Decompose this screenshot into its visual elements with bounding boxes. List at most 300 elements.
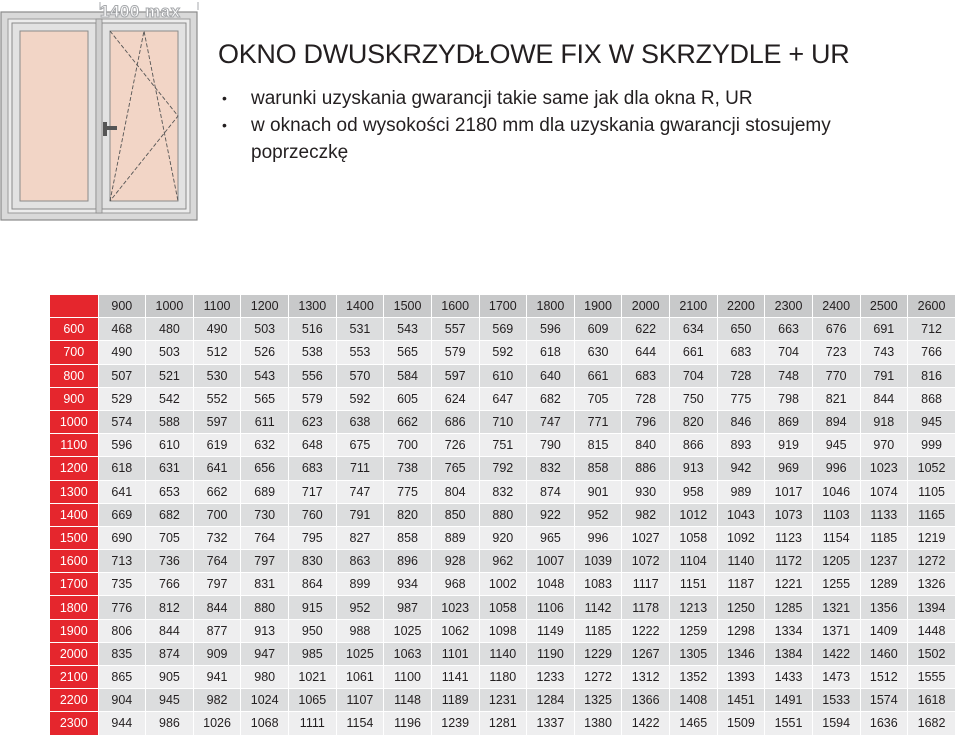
price-cell: 736 <box>146 550 194 573</box>
price-cell: 865 <box>98 666 146 689</box>
table-corner-cell <box>50 295 98 318</box>
price-cell: 1103 <box>812 503 860 526</box>
price-cell: 797 <box>241 550 289 573</box>
price-cell: 1148 <box>384 689 432 712</box>
price-cell: 996 <box>812 457 860 480</box>
height-header-cell: 1800 <box>50 596 98 619</box>
table-row <box>50 410 956 433</box>
price-cell: 1048 <box>527 573 575 596</box>
price-cell: 915 <box>289 596 337 619</box>
table-row <box>50 318 956 341</box>
price-cell: 747 <box>527 410 575 433</box>
price-cell: 1380 <box>574 712 622 735</box>
table-row <box>50 619 956 642</box>
price-cell: 830 <box>289 550 337 573</box>
price-cell: 812 <box>146 596 194 619</box>
price-cell: 683 <box>289 457 337 480</box>
price-cell: 584 <box>384 364 432 387</box>
price-cell: 1189 <box>431 689 479 712</box>
price-cell: 1142 <box>574 596 622 619</box>
price-cell: 579 <box>431 341 479 364</box>
table-row <box>50 689 956 712</box>
price-cell: 631 <box>146 457 194 480</box>
price-cell: 1149 <box>527 619 575 642</box>
price-cell: 1533 <box>812 689 860 712</box>
price-cell: 1106 <box>527 596 575 619</box>
price-cell: 980 <box>241 666 289 689</box>
price-cell: 726 <box>431 434 479 457</box>
price-cell: 795 <box>289 526 337 549</box>
price-cell: 538 <box>289 341 337 364</box>
table-body <box>50 318 956 735</box>
price-cell: 909 <box>193 642 241 665</box>
price-cell: 850 <box>431 503 479 526</box>
price-cell: 1267 <box>622 642 670 665</box>
price-cell: 1185 <box>860 526 908 549</box>
price-cell: 1555 <box>908 666 956 689</box>
price-cell: 889 <box>431 526 479 549</box>
price-cell: 1074 <box>860 480 908 503</box>
price-cell: 1083 <box>574 573 622 596</box>
price-cell: 638 <box>336 410 384 433</box>
price-cell: 748 <box>765 364 813 387</box>
price-cell: 704 <box>765 341 813 364</box>
price-cell: 827 <box>336 526 384 549</box>
price-cell: 899 <box>336 573 384 596</box>
price-cell: 490 <box>193 318 241 341</box>
price-cell: 1190 <box>527 642 575 665</box>
price-cell: 676 <box>812 318 860 341</box>
price-cell: 1185 <box>574 619 622 642</box>
price-cell: 894 <box>812 410 860 433</box>
bullet-item <box>222 85 922 112</box>
price-cell: 1107 <box>336 689 384 712</box>
width-header-cell: 2200 <box>717 295 765 318</box>
price-cell: 922 <box>527 503 575 526</box>
price-cell: 1165 <box>908 503 956 526</box>
price-cell: 610 <box>146 434 194 457</box>
price-cell: 605 <box>384 387 432 410</box>
width-header-cell: 2000 <box>622 295 670 318</box>
price-cell: 941 <box>193 666 241 689</box>
width-header-cell: 1300 <box>289 295 337 318</box>
page-title: OKNO DWUSKRZYDŁOWE FIX W SKRZYDLE + UR <box>218 39 850 69</box>
price-cell: 764 <box>193 550 241 573</box>
price-cell: 886 <box>622 457 670 480</box>
price-cell: 790 <box>527 434 575 457</box>
width-header-cell: 1100 <box>193 295 241 318</box>
price-cell: 835 <box>98 642 146 665</box>
price-cell: 662 <box>193 480 241 503</box>
price-cell: 579 <box>289 387 337 410</box>
price-cell: 1394 <box>908 596 956 619</box>
price-cell: 765 <box>431 457 479 480</box>
price-cell: 791 <box>860 364 908 387</box>
height-header-cell: 1900 <box>50 619 98 642</box>
price-cell: 874 <box>527 480 575 503</box>
price-cell: 792 <box>479 457 527 480</box>
price-cell: 747 <box>336 480 384 503</box>
price-cell: 846 <box>717 410 765 433</box>
price-cell: 640 <box>527 364 575 387</box>
price-cell: 1229 <box>574 642 622 665</box>
price-cell: 1092 <box>717 526 765 549</box>
price-cell: 791 <box>336 503 384 526</box>
price-cell: 712 <box>908 318 956 341</box>
price-cell: 806 <box>98 619 146 642</box>
price-cell: 704 <box>670 364 718 387</box>
height-header-cell: 1300 <box>50 480 98 503</box>
price-cell: 1371 <box>812 619 860 642</box>
price-cell: 618 <box>98 457 146 480</box>
window-illustration <box>0 0 200 222</box>
price-cell: 592 <box>479 341 527 364</box>
price-cell: 1023 <box>431 596 479 619</box>
price-cell: 944 <box>98 712 146 735</box>
price-cell: 480 <box>146 318 194 341</box>
price-cell: 1231 <box>479 689 527 712</box>
price-cell: 521 <box>146 364 194 387</box>
height-header-cell: 1100 <box>50 434 98 457</box>
price-cell: 735 <box>98 573 146 596</box>
price-cell: 596 <box>527 318 575 341</box>
bullet-text: warunki uzyskania gwarancji takie same jak dla okna R, UR <box>251 88 753 109</box>
price-cell: 686 <box>431 410 479 433</box>
price-cell: 1140 <box>479 642 527 665</box>
price-cell: 662 <box>384 410 432 433</box>
price-cell: 750 <box>670 387 718 410</box>
price-cell: 647 <box>479 387 527 410</box>
price-cell: 1104 <box>670 550 718 573</box>
price-cell: 597 <box>431 364 479 387</box>
price-cell: 1101 <box>431 642 479 665</box>
price-cell: 1046 <box>812 480 860 503</box>
price-cell: 831 <box>241 573 289 596</box>
price-cell: 844 <box>860 387 908 410</box>
price-cell: 1409 <box>860 619 908 642</box>
price-cell: 588 <box>146 410 194 433</box>
width-header-cell: 1500 <box>384 295 432 318</box>
price-cell: 690 <box>98 526 146 549</box>
price-cell: 650 <box>717 318 765 341</box>
table-row <box>50 387 956 410</box>
price-cell: 832 <box>479 480 527 503</box>
price-cell: 1213 <box>670 596 718 619</box>
width-header-cell: 2400 <box>812 295 860 318</box>
price-cell: 711 <box>336 457 384 480</box>
price-cell: 858 <box>574 457 622 480</box>
price-cell: 596 <box>98 434 146 457</box>
price-cell: 1111 <box>289 712 337 735</box>
price-cell: 1154 <box>336 712 384 735</box>
price-cell: 1154 <box>812 526 860 549</box>
price-cell: 641 <box>98 480 146 503</box>
price-cell: 1140 <box>717 550 765 573</box>
price-cell: 760 <box>289 503 337 526</box>
price-cell: 597 <box>193 410 241 433</box>
price-cell: 982 <box>193 689 241 712</box>
price-cell: 804 <box>431 480 479 503</box>
price-cell: 1352 <box>670 666 718 689</box>
price-cell: 592 <box>336 387 384 410</box>
price-cell: 970 <box>860 434 908 457</box>
price-cell: 1326 <box>908 573 956 596</box>
price-cell: 1281 <box>479 712 527 735</box>
price-cell: 623 <box>289 410 337 433</box>
price-cell: 490 <box>98 341 146 364</box>
price-cell: 945 <box>812 434 860 457</box>
price-cell: 644 <box>622 341 670 364</box>
height-header-cell: 900 <box>50 387 98 410</box>
price-cell: 896 <box>384 550 432 573</box>
price-cell: 751 <box>479 434 527 457</box>
price-cell: 965 <box>527 526 575 549</box>
price-cell: 663 <box>765 318 813 341</box>
price-cell: 630 <box>574 341 622 364</box>
price-cell: 920 <box>479 526 527 549</box>
price-cell: 982 <box>622 503 670 526</box>
price-cell: 556 <box>289 364 337 387</box>
price-cell: 942 <box>717 457 765 480</box>
price-cell: 986 <box>146 712 194 735</box>
bullet-text: w oknach od wysokości 2180 mm dla uzyskania gwarancji stosujemy poprzeczkę <box>251 115 831 163</box>
price-cell: 958 <box>670 480 718 503</box>
height-header-cell: 800 <box>50 364 98 387</box>
price-cell: 1221 <box>765 573 813 596</box>
price-cell: 710 <box>479 410 527 433</box>
price-cell: 945 <box>146 689 194 712</box>
table-row <box>50 364 956 387</box>
price-cell: 1187 <box>717 573 765 596</box>
price-cell: 863 <box>336 550 384 573</box>
price-cell: 866 <box>670 434 718 457</box>
price-cell: 877 <box>193 619 241 642</box>
price-cell: 611 <box>241 410 289 433</box>
price-table <box>50 295 956 736</box>
max-width-label: 1400 max <box>100 2 181 21</box>
price-cell: 1422 <box>812 642 860 665</box>
bullet-dot-icon: • <box>222 90 227 106</box>
price-cell: 893 <box>717 434 765 457</box>
price-cell: 1448 <box>908 619 956 642</box>
height-header-cell: 1400 <box>50 503 98 526</box>
price-cell: 1284 <box>527 689 575 712</box>
price-cell: 689 <box>241 480 289 503</box>
price-cell: 962 <box>479 550 527 573</box>
price-cell: 1172 <box>765 550 813 573</box>
price-cell: 1062 <box>431 619 479 642</box>
price-cell: 1272 <box>574 666 622 689</box>
price-cell: 1433 <box>765 666 813 689</box>
table-row <box>50 573 956 596</box>
height-header-cell: 2300 <box>50 712 98 735</box>
price-cell: 1017 <box>765 480 813 503</box>
price-cell: 1473 <box>812 666 860 689</box>
price-cell: 1024 <box>241 689 289 712</box>
price-cell: 622 <box>622 318 670 341</box>
price-cell: 531 <box>336 318 384 341</box>
price-cell: 904 <box>98 689 146 712</box>
price-cell: 557 <box>431 318 479 341</box>
price-cell: 798 <box>765 387 813 410</box>
price-cell: 619 <box>193 434 241 457</box>
price-cell: 700 <box>384 434 432 457</box>
price-cell: 705 <box>574 387 622 410</box>
price-cell: 928 <box>431 550 479 573</box>
price-cell: 1205 <box>812 550 860 573</box>
width-header-cell: 1000 <box>146 295 194 318</box>
price-cell: 1574 <box>860 689 908 712</box>
price-cell: 609 <box>574 318 622 341</box>
price-cell: 526 <box>241 341 289 364</box>
price-cell: 512 <box>193 341 241 364</box>
price-cell: 913 <box>670 457 718 480</box>
price-cell: 1100 <box>384 666 432 689</box>
price-cell: 1052 <box>908 457 956 480</box>
price-cell: 844 <box>146 619 194 642</box>
price-cell: 507 <box>98 364 146 387</box>
price-cell: 764 <box>241 526 289 549</box>
height-header-cell: 600 <box>50 318 98 341</box>
price-cell: 503 <box>241 318 289 341</box>
price-cell: 919 <box>765 434 813 457</box>
price-cell: 675 <box>336 434 384 457</box>
price-cell: 632 <box>241 434 289 457</box>
price-cell: 1618 <box>908 689 956 712</box>
price-cell: 574 <box>98 410 146 433</box>
price-cell: 999 <box>908 434 956 457</box>
price-cell: 529 <box>98 387 146 410</box>
price-cell: 1321 <box>812 596 860 619</box>
price-cell: 1196 <box>384 712 432 735</box>
price-cell: 542 <box>146 387 194 410</box>
table-row <box>50 712 956 735</box>
price-cell: 1027 <box>622 526 670 549</box>
price-cell: 1237 <box>860 550 908 573</box>
price-cell: 869 <box>765 410 813 433</box>
price-cell: 950 <box>289 619 337 642</box>
price-cell: 1509 <box>717 712 765 735</box>
table-row <box>50 480 956 503</box>
price-cell: 683 <box>717 341 765 364</box>
price-cell: 1366 <box>622 689 670 712</box>
height-header-cell: 2000 <box>50 642 98 665</box>
price-cell: 570 <box>336 364 384 387</box>
price-cell: 728 <box>622 387 670 410</box>
price-cell: 1012 <box>670 503 718 526</box>
price-cell: 1356 <box>860 596 908 619</box>
price-cell: 1451 <box>717 689 765 712</box>
price-cell: 648 <box>289 434 337 457</box>
price-cell: 1346 <box>717 642 765 665</box>
price-cell: 653 <box>146 480 194 503</box>
price-cell: 766 <box>146 573 194 596</box>
price-cell: 1393 <box>717 666 765 689</box>
bullet-item <box>222 112 922 166</box>
price-cell: 820 <box>670 410 718 433</box>
price-cell: 1105 <box>908 480 956 503</box>
price-cell: 1007 <box>527 550 575 573</box>
width-header-cell: 1900 <box>574 295 622 318</box>
price-cell: 1133 <box>860 503 908 526</box>
price-cell: 776 <box>98 596 146 619</box>
width-header-cell: 2600 <box>908 295 956 318</box>
price-cell: 1636 <box>860 712 908 735</box>
price-cell: 700 <box>193 503 241 526</box>
price-cell: 565 <box>241 387 289 410</box>
price-cell: 1026 <box>193 712 241 735</box>
price-cell: 1233 <box>527 666 575 689</box>
price-cell: 815 <box>574 434 622 457</box>
price-cell: 1025 <box>336 642 384 665</box>
price-cell: 1063 <box>384 642 432 665</box>
height-header-cell: 1500 <box>50 526 98 549</box>
price-cell: 618 <box>527 341 575 364</box>
price-cell: 1058 <box>479 596 527 619</box>
price-cell: 682 <box>527 387 575 410</box>
table-row <box>50 526 956 549</box>
price-cell: 1408 <box>670 689 718 712</box>
price-cell: 1073 <box>765 503 813 526</box>
price-cell: 969 <box>765 457 813 480</box>
table-row <box>50 341 956 364</box>
price-cell: 1255 <box>812 573 860 596</box>
price-cell: 1298 <box>717 619 765 642</box>
price-cell: 840 <box>622 434 670 457</box>
price-cell: 987 <box>384 596 432 619</box>
price-cell: 1219 <box>908 526 956 549</box>
price-cell: 1334 <box>765 619 813 642</box>
price-cell: 988 <box>336 619 384 642</box>
price-cell: 1123 <box>765 526 813 549</box>
price-cell: 775 <box>717 387 765 410</box>
price-cell: 832 <box>527 457 575 480</box>
width-header-cell: 1600 <box>431 295 479 318</box>
price-cell: 858 <box>384 526 432 549</box>
price-cell: 874 <box>146 642 194 665</box>
price-cell: 766 <box>908 341 956 364</box>
price-cell: 952 <box>574 503 622 526</box>
price-cell: 1337 <box>527 712 575 735</box>
price-cell: 1061 <box>336 666 384 689</box>
price-cell: 661 <box>670 341 718 364</box>
price-cell: 728 <box>717 364 765 387</box>
price-cell: 1384 <box>765 642 813 665</box>
price-cell: 905 <box>146 666 194 689</box>
price-cell: 1259 <box>670 619 718 642</box>
price-cell: 934 <box>384 573 432 596</box>
height-header-cell: 1200 <box>50 457 98 480</box>
width-header-cell: 2500 <box>860 295 908 318</box>
price-cell: 775 <box>384 480 432 503</box>
price-cell: 1594 <box>812 712 860 735</box>
price-cell: 1551 <box>765 712 813 735</box>
price-cell: 1285 <box>765 596 813 619</box>
price-cell: 705 <box>146 526 194 549</box>
price-cell: 683 <box>622 364 670 387</box>
price-cell: 1272 <box>908 550 956 573</box>
price-cell: 1289 <box>860 573 908 596</box>
price-cell: 569 <box>479 318 527 341</box>
price-cell: 682 <box>146 503 194 526</box>
price-cell: 880 <box>479 503 527 526</box>
price-cell: 901 <box>574 480 622 503</box>
price-cell: 543 <box>241 364 289 387</box>
price-cell: 1250 <box>717 596 765 619</box>
price-cell: 947 <box>241 642 289 665</box>
price-cell: 1512 <box>860 666 908 689</box>
price-cell: 1312 <box>622 666 670 689</box>
